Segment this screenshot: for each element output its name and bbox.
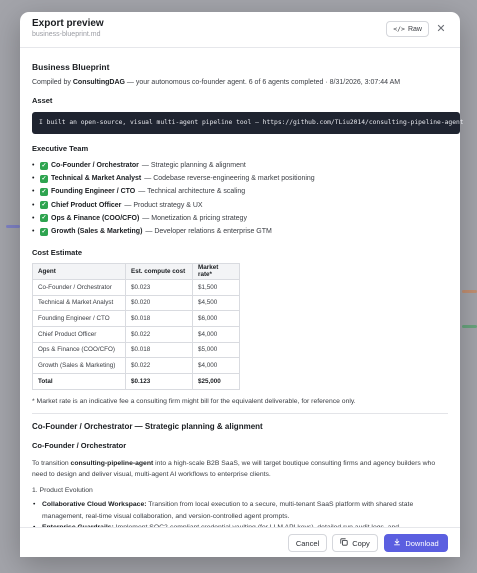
modal-footer bbox=[20, 527, 460, 557]
background-accent bbox=[462, 325, 477, 328]
meta-prefix: Compiled by bbox=[32, 79, 73, 86]
table-cell: Co-Founder / Orchestrator bbox=[33, 279, 126, 295]
table-total-row bbox=[33, 373, 240, 389]
list-item bbox=[32, 185, 448, 198]
table-cell: $0.018 bbox=[126, 342, 193, 358]
table-cell: $0.023 bbox=[126, 279, 193, 295]
team-list bbox=[32, 159, 448, 238]
table-cell: $6,000 bbox=[193, 311, 240, 327]
meta-author: ConsultingDAG bbox=[72, 79, 125, 86]
team-desc: — Monetization & pricing strategy bbox=[142, 214, 247, 222]
table-header-row bbox=[33, 264, 240, 280]
team-role: Technical & Market Analyst bbox=[51, 175, 142, 183]
bullet: • bbox=[32, 228, 35, 236]
raw-button-label: Raw bbox=[407, 25, 422, 33]
team-role: Co-Founder / Orchestrator bbox=[51, 162, 139, 170]
table-cell: Technical & Market Analyst bbox=[33, 295, 126, 311]
check-icon: ✓ bbox=[41, 188, 47, 195]
bullet: • bbox=[32, 214, 35, 222]
check-icon: ✓ bbox=[41, 228, 47, 235]
asset-code-block: I built an open-source, visual multi-agent pipeline tool — https://github.com/TLiu2014/consulting-pipeline-agent bbox=[32, 112, 460, 134]
modal-header bbox=[20, 12, 460, 48]
team-desc: — Technical architecture & scaling bbox=[138, 188, 246, 196]
check-icon: ✓ bbox=[41, 175, 47, 182]
table-cell: Founding Engineer / CTO bbox=[33, 311, 126, 327]
bullet-bold: Collaborative Cloud Workspace: bbox=[42, 501, 147, 509]
team-desc: — Strategic planning & alignment bbox=[141, 162, 246, 170]
table-cell: Ops & Finance (COO/CFO) bbox=[33, 342, 126, 358]
para-bold: consulting-pipeline-agent bbox=[70, 459, 154, 467]
team-role: Founding Engineer / CTO bbox=[51, 188, 136, 196]
bullet: • bbox=[32, 175, 35, 183]
table-cell: $5,000 bbox=[193, 342, 240, 358]
list-item bbox=[32, 199, 448, 212]
table-cell: Growth (Sales & Marketing) bbox=[33, 358, 126, 374]
para-prefix: To transition bbox=[32, 459, 71, 467]
table-row bbox=[33, 342, 240, 358]
table-row bbox=[33, 326, 240, 342]
download-icon bbox=[393, 538, 401, 548]
code-icon: </> bbox=[393, 25, 405, 33]
close-icon[interactable]: ✕ bbox=[436, 23, 446, 35]
team-desc: — Codebase reverse-engineering & market positioning bbox=[144, 175, 315, 183]
table-row bbox=[33, 311, 240, 327]
document-title: Business Blueprint bbox=[32, 62, 110, 72]
raw-button[interactable] bbox=[386, 21, 429, 37]
export-preview-modal bbox=[20, 12, 464, 557]
list-heading: 1. Product Evolution bbox=[32, 486, 93, 494]
download-button[interactable] bbox=[384, 534, 448, 552]
divider bbox=[32, 413, 448, 414]
table-cell: $0.018 bbox=[126, 311, 193, 327]
table-cell: $25,000 bbox=[193, 373, 240, 389]
modal-subtitle: business-blueprint.md bbox=[32, 31, 101, 38]
column-header: Market rate* bbox=[193, 264, 240, 280]
team-heading: Executive Team bbox=[32, 144, 89, 153]
table-cell: $4,000 bbox=[193, 326, 240, 342]
list-item bbox=[32, 172, 448, 185]
list-item bbox=[40, 499, 448, 522]
copy-icon bbox=[340, 538, 348, 548]
table-cell: $0.020 bbox=[126, 295, 193, 311]
list-item bbox=[32, 225, 448, 238]
cancel-button[interactable]: Cancel bbox=[288, 534, 327, 552]
table-row bbox=[33, 279, 240, 295]
bullet: • bbox=[32, 201, 35, 209]
check-icon: ✓ bbox=[41, 215, 47, 222]
table-cell: $4,500 bbox=[193, 295, 240, 311]
bullet: • bbox=[32, 188, 35, 196]
team-role: Ops & Finance (COO/CFO) bbox=[51, 214, 140, 222]
table-cell: $0.123 bbox=[126, 373, 193, 389]
asset-heading: Asset bbox=[32, 96, 53, 105]
team-desc: — Developer relations & enterprise GTM bbox=[145, 228, 272, 236]
check-icon: ✓ bbox=[41, 162, 47, 169]
copy-button[interactable] bbox=[332, 534, 378, 552]
market-rate-note: * Market rate is an indicative fee a consulting firm might bill for the equivalent deliverable, for reference only. bbox=[32, 397, 356, 405]
cost-table bbox=[32, 263, 240, 390]
meta-suffix: — your autonomous co-founder agent. 6 of 6 agents completed · 8/31/2026, 3:07:44 AM bbox=[124, 79, 401, 86]
table-row bbox=[33, 358, 240, 374]
section-subtitle: Co-Founder / Orchestrator bbox=[32, 440, 127, 450]
cost-heading: Cost Estimate bbox=[32, 248, 83, 258]
table-row bbox=[33, 295, 240, 311]
check-icon: ✓ bbox=[41, 202, 47, 209]
table-cell: $4,000 bbox=[193, 358, 240, 374]
table-cell: Chief Product Officer bbox=[33, 326, 126, 342]
table-cell: $0.022 bbox=[126, 358, 193, 374]
team-desc: — Product strategy & UX bbox=[124, 201, 203, 209]
section-paragraph bbox=[32, 458, 448, 481]
team-role: Chief Product Officer bbox=[51, 201, 122, 209]
list-item bbox=[32, 212, 448, 225]
download-label: Download bbox=[405, 538, 439, 548]
table-cell: Total bbox=[33, 373, 126, 389]
list-item bbox=[32, 159, 448, 172]
team-role: Growth (Sales & Marketing) bbox=[51, 228, 143, 236]
document-meta bbox=[32, 79, 448, 86]
table-cell: $1,500 bbox=[193, 279, 240, 295]
background-accent bbox=[462, 290, 477, 293]
background-accent bbox=[6, 225, 20, 228]
column-header: Est. compute cost bbox=[126, 264, 193, 280]
column-header: Agent bbox=[33, 264, 126, 280]
section-title: Co-Founder / Orchestrator — Strategic planning & alignment bbox=[32, 421, 263, 431]
bullet-text: Transition from local execution to a secure, multi-tenant SaaS platform with shared state management, real-time visual collaboration, and version-controlled agent prompts. bbox=[42, 501, 414, 520]
modal-title: Export preview bbox=[32, 18, 104, 29]
table-cell: $0.022 bbox=[126, 326, 193, 342]
para-suffix: into a high-scale B2B SaaS, we will target boutique consulting firms and agency builders who need to design and deliver visual, multi-agent AI workflows to enterprise clients. bbox=[32, 459, 436, 479]
bullet: • bbox=[32, 162, 35, 170]
copy-label: Copy bbox=[352, 538, 370, 548]
preview-content[interactable] bbox=[20, 49, 464, 527]
